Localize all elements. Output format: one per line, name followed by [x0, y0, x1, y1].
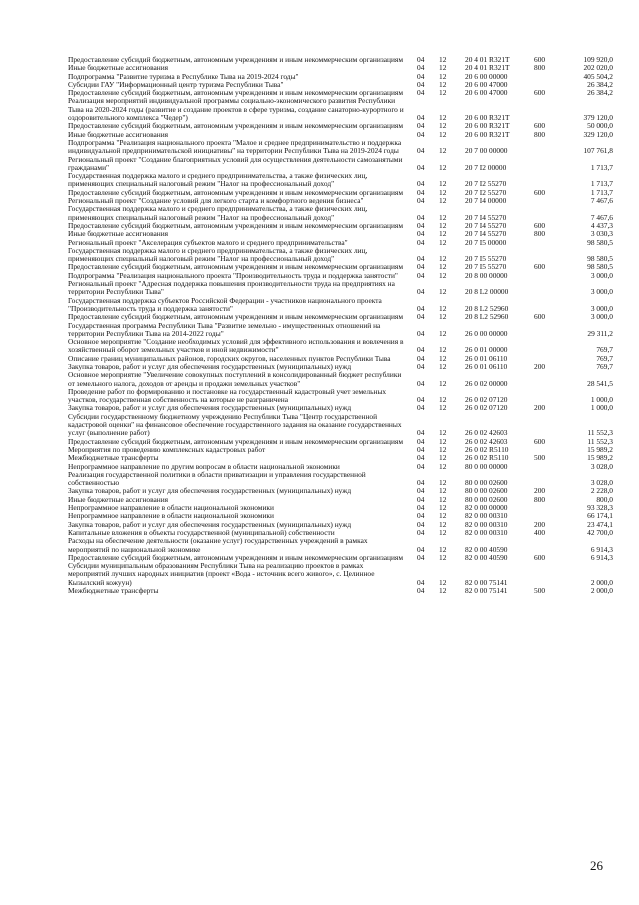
row-target-article: 20 8 L2 00000	[465, 287, 509, 297]
row-name: Мероприятия по проведению комплексных кадастровых работ	[68, 444, 266, 454]
row-target-article: 26 0 02 42603	[465, 436, 508, 446]
row-target-article: 82 0 00 40590	[465, 552, 508, 562]
row-amount: 769,7	[596, 361, 613, 371]
row-target-article: 20 8 L2 52960	[465, 312, 509, 322]
row-subsection: 12	[439, 237, 447, 247]
row-amount: 3 000,0	[590, 287, 613, 297]
row-expense-type: 600	[534, 552, 546, 562]
row-subsection: 12	[439, 121, 447, 131]
row-section: 04	[417, 196, 425, 206]
row-target-article: 20 6 00 R321T	[465, 129, 510, 139]
row-subsection: 12	[439, 71, 447, 81]
table-row	[68, 388, 613, 405]
row-expense-type: 600	[534, 436, 546, 446]
row-subsection: 12	[439, 220, 447, 230]
row-target-article: 20 7 I5 00000	[465, 237, 507, 247]
table-row	[68, 413, 613, 438]
table-row	[68, 587, 613, 595]
row-subsection: 12	[439, 254, 447, 264]
row-subsection: 12	[439, 486, 447, 496]
row-section: 04	[417, 229, 425, 239]
row-name: Закупка товаров, работ и услуг для обеспечения государственных (муниципальных) нужд	[68, 486, 352, 496]
row-target-article: 20 6 00 47000	[465, 79, 508, 89]
row-target-article: 26 0 01 06110	[465, 361, 508, 371]
row-subsection: 12	[439, 436, 447, 446]
row-name: Государственная поддержка малого и среднего предпринимательства, а также физических лиц, применяющих специальный налоговый режим "Налог на профессиональный доход"	[68, 204, 368, 222]
row-amount: 11 552,3	[587, 428, 613, 438]
row-section: 04	[417, 63, 425, 73]
row-section: 04	[417, 511, 425, 521]
row-section: 04	[417, 519, 425, 529]
row-name: Закупка товаров, работ и услуг для обеспечения государственных (муниципальных) нужд	[68, 519, 352, 529]
row-target-article: 80 0 00 00000	[465, 461, 508, 471]
row-section: 04	[417, 79, 425, 89]
table-row	[68, 371, 613, 388]
table-row	[68, 280, 613, 297]
row-target-article: 26 0 00 00000	[465, 328, 508, 338]
row-amount: 42 700,0	[587, 527, 613, 537]
row-subsection: 12	[439, 353, 447, 363]
row-amount: 93 328,3	[587, 503, 613, 513]
row-section: 04	[417, 287, 425, 297]
row-target-article: 82 0 00 75141	[465, 586, 508, 595]
row-section: 04	[417, 254, 425, 264]
row-amount: 98 580,5	[587, 254, 613, 264]
row-expense-type: 400	[534, 527, 546, 537]
row-name: Проведение работ по формированию и постановке на государственный кадастровый учет земельных участков, государственная собственность на которые не разграничена	[68, 386, 387, 405]
row-name: Иные бюджетные ассигнования	[68, 63, 169, 73]
row-subsection: 12	[439, 55, 447, 64]
row-amount: 66 174,1	[587, 511, 613, 521]
row-amount: 50 000,0	[587, 121, 613, 131]
table-row	[68, 205, 613, 222]
row-subsection: 12	[439, 577, 447, 587]
row-name: Непрограммное направление по другим вопросам в области национальной экономики	[68, 461, 340, 471]
row-section: 04	[417, 527, 425, 537]
row-expense-type: 600	[534, 262, 546, 272]
row-expense-type: 500	[534, 586, 546, 595]
row-amount: 1 713,7	[590, 187, 613, 197]
row-amount: 800,0	[596, 494, 613, 504]
row-subsection: 12	[439, 146, 447, 156]
table-row	[68, 297, 613, 314]
row-section: 04	[417, 262, 425, 272]
row-name: Предоставление субсидий бюджетным, автономным учреждениям и иным некоммерческим организациям	[68, 262, 404, 272]
row-amount: 3 000,0	[590, 312, 613, 322]
row-amount: 28 541,5	[587, 378, 613, 388]
row-section: 04	[417, 461, 425, 471]
row-name: Межбюджетные трансферты	[68, 586, 159, 595]
row-target-article: 20 4 01 R321T	[465, 63, 510, 73]
row-section: 04	[417, 328, 425, 338]
row-target-article: 82 0 00 00310	[465, 511, 508, 521]
row-amount: 769,7	[596, 353, 613, 363]
row-subsection: 12	[439, 453, 447, 463]
row-name: Описание границ муниципальных районов, городских округов, населенных пунктов Республики Тыва	[68, 353, 391, 363]
row-amount: 3 000,0	[590, 303, 613, 313]
row-subsection: 12	[439, 544, 447, 554]
row-amount: 15 989,2	[587, 453, 613, 463]
row-section: 04	[417, 303, 425, 313]
row-subsection: 12	[439, 179, 447, 189]
row-section: 04	[417, 312, 425, 322]
row-section: 04	[417, 577, 425, 587]
row-subsection: 12	[439, 328, 447, 338]
row-name: Государственная поддержка малого и среднего предпринимательства, а также физических лиц, применяющих специальный налоговый режим "Налог на профессиональный доход"	[68, 245, 368, 264]
row-name: Иные бюджетные ассигнования	[68, 229, 169, 239]
page-number: 26	[590, 858, 603, 873]
row-amount: 1 000,0	[590, 395, 613, 405]
row-subsection: 12	[439, 428, 447, 438]
row-section: 04	[417, 403, 425, 413]
row-subsection: 12	[439, 129, 447, 139]
row-target-article: 80 0 00 02600	[465, 494, 508, 504]
row-name: Межбюджетные трансферты	[68, 453, 159, 463]
row-name: Региональный проект "Адресная поддержка повышения производительности труда на предприятиях на территории Республики Тыва"	[68, 279, 395, 297]
table-row	[68, 322, 613, 339]
row-target-article: 20 8 L2 52960	[465, 303, 509, 313]
row-section: 04	[417, 345, 425, 355]
row-section: 04	[417, 444, 425, 454]
row-amount: 98 580,5	[587, 262, 613, 272]
row-expense-type: 600	[534, 121, 546, 131]
row-name: Подпрограмма "Реализация национального проекта "Малое и среднее предпринимательство и поддержка индивидуальной предпринимательской инициативы" на территории Республики Тыва на 2019-2024 годы	[68, 137, 402, 156]
row-subsection: 12	[439, 63, 447, 73]
row-name: Государственная поддержка субъектов Российской Федерации - участников национального проекта "Производительность труда и поддержка занятости"	[68, 295, 382, 313]
row-section: 04	[417, 270, 425, 280]
row-amount: 109 920,0	[583, 55, 613, 64]
row-amount: 2 228,0	[590, 486, 613, 496]
row-expense-type: 200	[534, 486, 546, 496]
row-section: 04	[417, 361, 425, 371]
row-name: Субсидии муниципальным образованиям Республики Тыва на реализацию проектов в рамках мероприятий лучших народных инициатив (проект «Вода - источник всего живого», с. Целинное Кызылский кожуун)	[68, 561, 375, 587]
row-name: Капитальные вложения в объекты государственной (муниципальной) собственности	[68, 527, 335, 537]
row-section: 04	[417, 88, 425, 98]
row-name: Региональный проект "Создание благоприятных условий для осуществления деятельности самозанятыми гражданами"	[68, 154, 403, 172]
row-target-article: 26 0 02 00000	[465, 378, 508, 388]
row-target-article: 80 0 00 02600	[465, 486, 508, 496]
row-subsection: 12	[439, 461, 447, 471]
row-subsection: 12	[439, 113, 447, 123]
row-amount: 4 437,3	[590, 220, 613, 230]
row-section: 04	[417, 544, 425, 554]
row-name: Предоставление субсидий бюджетным, автономным учреждениям и иным некоммерческим организациям	[68, 552, 404, 562]
row-name: Непрограммное направление в области национальной экономики	[68, 511, 274, 521]
table-row	[68, 537, 613, 554]
row-name: Региональный проект "Акселерация субъектов малого и среднего предпринимательства"	[68, 237, 348, 247]
row-target-article: 82 0 00 00000	[465, 503, 508, 513]
row-amount: 98 580,5	[587, 237, 613, 247]
row-section: 04	[417, 146, 425, 156]
row-amount: 769,7	[596, 345, 613, 355]
row-name: Предоставление субсидий бюджетным, автономным учреждениям и иным некоммерческим организациям	[68, 55, 404, 64]
row-name: Предоставление субсидий бюджетным, автономным учреждениям и иным некоммерческим организациям	[68, 187, 404, 197]
row-target-article: 20 7 I4 55270	[465, 212, 507, 222]
row-amount: 1 713,7	[590, 162, 613, 172]
row-section: 04	[417, 453, 425, 463]
row-name: Государственная программа Республики Тыва "Развитие земельно - имущественных отношений на территории Республики Тыва на 2014-2022 годы"	[68, 320, 381, 338]
row-expense-type: 800	[534, 229, 546, 239]
row-section: 04	[417, 237, 425, 247]
row-section: 04	[417, 179, 425, 189]
row-name: Основное мероприятие "Увеличение совокупных поступлений в консолидированный бюджет республики от земельного налога, доходов от аренды и продажи земельных участков"	[68, 370, 402, 388]
row-name: Расходы на обеспечение деятельности (оказание услуг) государственных учреждений в рамках мероприятий по национальной экономике	[68, 536, 368, 554]
row-name: Предоставление субсидий бюджетным, автономным учреждениям и иным некоммерческим организациям	[68, 88, 404, 98]
row-expense-type: 800	[534, 63, 546, 73]
row-section: 04	[417, 478, 425, 488]
row-target-article: 20 6 00 R321T	[465, 121, 510, 131]
row-target-article: 20 7 I4 00000	[465, 196, 507, 206]
row-amount: 7 467,6	[590, 212, 613, 222]
row-target-article: 20 7 I2 55270	[465, 179, 507, 189]
row-amount: 329 120,0	[583, 129, 613, 139]
table-row	[68, 562, 613, 587]
row-target-article: 82 0 00 75141	[465, 577, 508, 587]
row-section: 04	[417, 378, 425, 388]
row-amount: 202 020,0	[583, 63, 613, 73]
row-amount: 2 000,0	[590, 577, 613, 587]
row-target-article: 20 7 00 00000	[465, 146, 508, 156]
row-name: Субсидии государственному бюджетному учреждению Республики Тыва "Центр государственной кадастровой оценки" на финансовое обеспечение государственного задания на оказание государственных услуг (выполнение работ)	[68, 411, 402, 438]
row-expense-type: 800	[534, 129, 546, 139]
row-name: Государственная поддержка малого и среднего предпринимательства, а также физических лиц, применяющих специальный налоговый режим "Налог на профессиональный доход"	[68, 171, 368, 189]
row-subsection: 12	[439, 196, 447, 206]
row-target-article: 20 7 I5 55270	[465, 254, 507, 264]
row-target-article: 20 7 I2 55270	[465, 187, 507, 197]
row-target-article: 20 6 00 00000	[465, 71, 508, 81]
row-section: 04	[417, 162, 425, 172]
row-subsection: 12	[439, 312, 447, 322]
row-name: Предоставление субсидий бюджетным, автономным учреждениям и иным некоммерческим организациям	[68, 121, 404, 131]
row-target-article: 26 0 01 00000	[465, 345, 508, 355]
row-subsection: 12	[439, 519, 447, 529]
row-subsection: 12	[439, 552, 447, 562]
row-expense-type: 600	[534, 220, 546, 230]
row-target-article: 20 8 00 00000	[465, 270, 508, 280]
row-amount: 107 761,8	[583, 146, 613, 156]
table-row	[68, 156, 613, 173]
row-subsection: 12	[439, 444, 447, 454]
row-target-article: 26 0 01 06110	[465, 353, 508, 363]
row-subsection: 12	[439, 503, 447, 513]
row-subsection: 12	[439, 345, 447, 355]
row-target-article: 26 0 02 R5110	[465, 444, 509, 454]
row-amount: 6 914,3	[590, 544, 613, 554]
row-target-article: 80 0 00 02600	[465, 478, 508, 488]
row-expense-type: 600	[534, 55, 546, 64]
row-name: Подпрограмма "Развитие туризма в Республике Тыва на 2019-2024 годы"	[68, 71, 299, 81]
table-row	[68, 172, 613, 189]
row-section: 04	[417, 353, 425, 363]
row-expense-type: 600	[534, 187, 546, 197]
row-amount: 2 000,0	[590, 586, 613, 595]
row-name: Закупка товаров, работ и услуг для обеспечения государственных (муниципальных) нужд	[68, 361, 352, 371]
row-amount: 379 120,0	[583, 113, 613, 123]
row-amount: 7 467,6	[590, 196, 613, 206]
row-section: 04	[417, 55, 425, 64]
row-target-article: 26 0 02 07120	[465, 403, 508, 413]
row-amount: 3 028,0	[590, 478, 613, 488]
row-amount: 11 552,3	[587, 436, 613, 446]
row-subsection: 12	[439, 162, 447, 172]
row-subsection: 12	[439, 270, 447, 280]
row-amount: 405 504,2	[583, 71, 613, 81]
row-name: Субсидии ГАУ "Информационный центр туризма Республики Тыва"	[68, 79, 284, 89]
row-section: 04	[417, 503, 425, 513]
row-amount: 1 713,7	[590, 179, 613, 189]
row-section: 04	[417, 129, 425, 139]
row-amount: 1 000,0	[590, 403, 613, 413]
row-subsection: 12	[439, 478, 447, 488]
row-section: 04	[417, 71, 425, 81]
row-section: 04	[417, 586, 425, 595]
row-section: 04	[417, 220, 425, 230]
row-target-article: 20 7 I2 00000	[465, 162, 507, 172]
row-expense-type: 200	[534, 519, 546, 529]
row-subsection: 12	[439, 88, 447, 98]
row-target-article: 20 7 I4 55270	[465, 220, 507, 230]
row-subsection: 12	[439, 303, 447, 313]
row-expense-type: 800	[534, 494, 546, 504]
row-target-article: 20 7 I5 55270	[465, 262, 507, 272]
row-section: 04	[417, 436, 425, 446]
row-name: Иные бюджетные ассигнования	[68, 494, 169, 504]
row-target-article: 82 0 00 00310	[465, 527, 508, 537]
row-target-article: 20 6 00 R321T	[465, 113, 510, 123]
budget-table	[68, 56, 613, 595]
table-row	[68, 247, 613, 264]
row-section: 04	[417, 428, 425, 438]
row-subsection: 12	[439, 229, 447, 239]
row-name: Региональный проект "Создание условий для легкого старта и комфортного ведения бизнеса"	[68, 196, 364, 206]
row-amount: 26 384,2	[587, 79, 613, 89]
row-subsection: 12	[439, 212, 447, 222]
row-name: Предоставление субсидий бюджетным, автономным учреждениям и иным некоммерческим организациям	[68, 436, 404, 446]
table-row	[68, 97, 613, 122]
row-amount: 3 030,3	[590, 229, 613, 239]
row-subsection: 12	[439, 527, 447, 537]
row-expense-type: 600	[534, 312, 546, 322]
row-section: 04	[417, 395, 425, 405]
row-target-article: 82 0 00 40590	[465, 544, 508, 554]
row-name: Закупка товаров, работ и услуг для обеспечения государственных (муниципальных) нужд	[68, 403, 352, 413]
row-amount: 15 989,2	[587, 444, 613, 454]
row-subsection: 12	[439, 262, 447, 272]
row-section: 04	[417, 212, 425, 222]
row-section: 04	[417, 552, 425, 562]
row-expense-type: 200	[534, 403, 546, 413]
row-subsection: 12	[439, 378, 447, 388]
row-subsection: 12	[439, 494, 447, 504]
row-subsection: 12	[439, 361, 447, 371]
row-subsection: 12	[439, 79, 447, 89]
table-row	[68, 338, 613, 355]
table-row	[68, 139, 613, 156]
row-amount: 3 000,0	[590, 270, 613, 280]
row-name: Иные бюджетные ассигнования	[68, 129, 169, 139]
row-section: 04	[417, 113, 425, 123]
row-name: Подпрограмма "Реализация национального проекта "Производительность труда и поддержка занятости"	[68, 270, 398, 280]
row-subsection: 12	[439, 511, 447, 521]
row-subsection: 12	[439, 395, 447, 405]
row-subsection: 12	[439, 586, 447, 595]
row-section: 04	[417, 121, 425, 131]
row-subsection: 12	[439, 403, 447, 413]
row-target-article: 26 0 02 07120	[465, 395, 508, 405]
row-name: Основное мероприятие "Создание необходимых условий для эффективного использования и вовлечения в хозяйственный оборот земельных участков и иной недвижимости"	[68, 337, 404, 355]
row-target-article: 20 7 I4 55270	[465, 229, 507, 239]
row-subsection: 12	[439, 287, 447, 297]
row-name: Реализация мероприятий индивидуальной программы социально-экономического развития Республики Тыва на 2020-2024 годы (развитие и создание проектов в сфере туризма, создание санаторно-курортного и оздоровительного комплекса "Чедер")	[68, 96, 404, 123]
row-name: Реализация государственной политики в области приватизации и управления государственной собственностью	[68, 469, 366, 488]
row-expense-type: 200	[534, 361, 546, 371]
row-amount: 26 384,2	[587, 88, 613, 98]
row-amount: 29 311,2	[587, 328, 613, 338]
row-target-article: 20 6 00 47000	[465, 88, 508, 98]
row-target-article: 20 4 01 R321T	[465, 55, 510, 64]
row-amount: 6 914,3	[590, 552, 613, 562]
row-target-article: 26 0 02 42603	[465, 428, 508, 438]
row-target-article: 26 0 02 R5110	[465, 453, 509, 463]
row-section: 04	[417, 187, 425, 197]
row-name: Предоставление субсидий бюджетным, автономным учреждениям и иным некоммерческим организациям	[68, 220, 404, 230]
row-section: 04	[417, 494, 425, 504]
row-section: 04	[417, 486, 425, 496]
table-row	[68, 471, 613, 488]
row-expense-type: 500	[534, 453, 546, 463]
row-target-article: 82 0 00 00310	[465, 519, 508, 529]
row-name: Непрограммное направление в области национальной экономики	[68, 503, 274, 513]
row-amount: 23 474,1	[587, 519, 613, 529]
row-name: Предоставление субсидий бюджетным, автономным учреждениям и иным некоммерческим организациям	[68, 312, 404, 322]
row-subsection: 12	[439, 187, 447, 197]
row-amount: 3 028,0	[590, 461, 613, 471]
row-expense-type: 600	[534, 88, 546, 98]
